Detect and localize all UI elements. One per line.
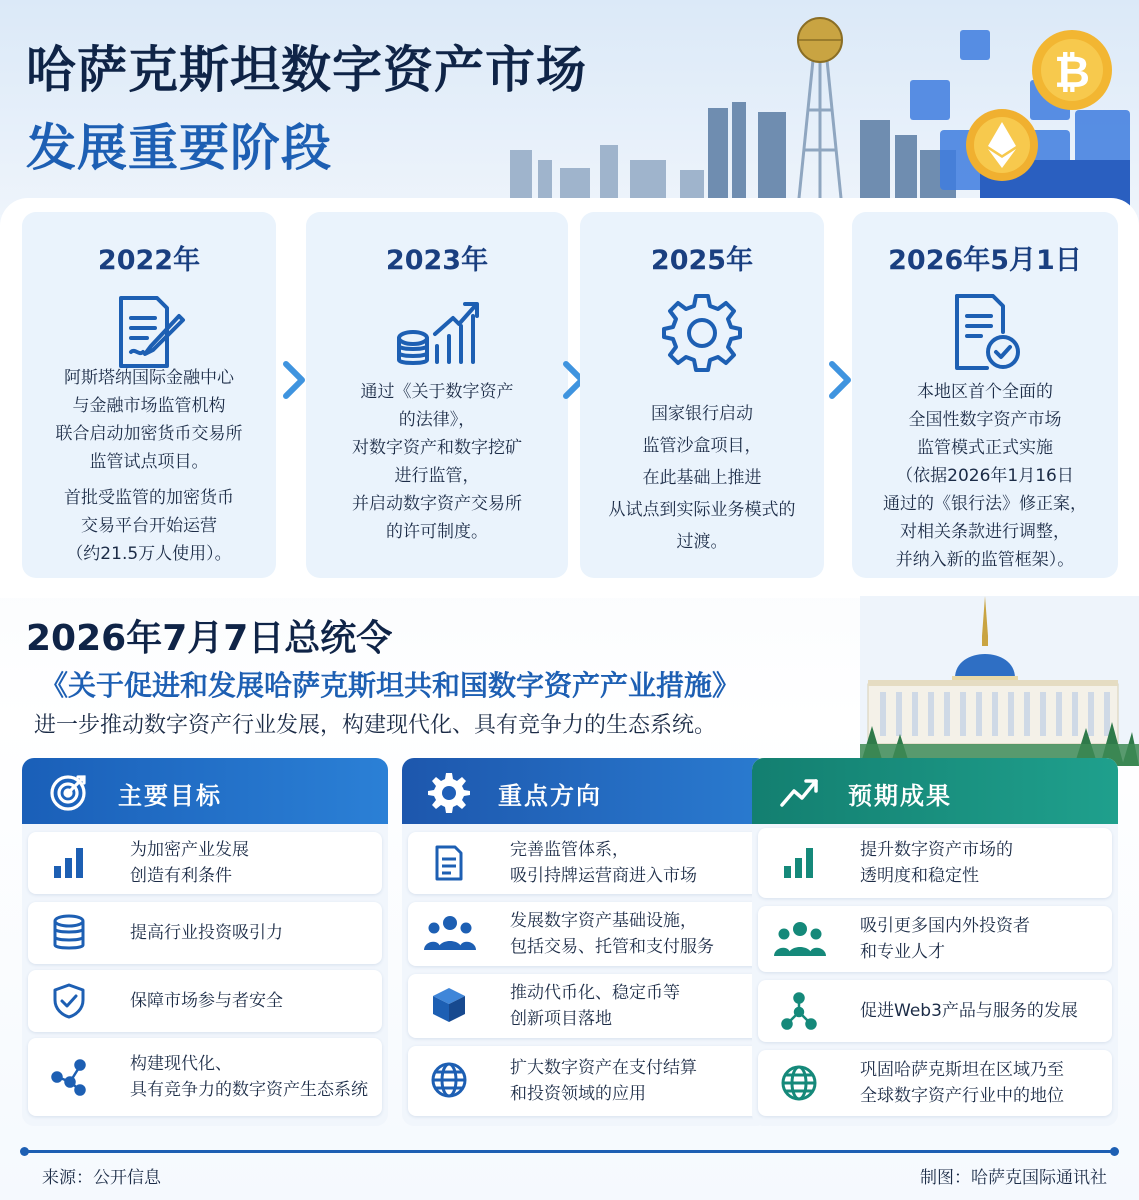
stage-text-line: 对相关条款进行调整， (900, 522, 1070, 542)
item-text-line: 吸引持牌运营商进入市场 (510, 866, 697, 886)
stage-text-line: 交易平台开始运营 (81, 516, 217, 536)
goal-item (28, 902, 382, 964)
stage-text-line: 的法律》， (398, 410, 476, 430)
stage-text-line: 阿斯塔纳国际金融中心 (64, 368, 234, 388)
item-text-line: 包括交易、托管和支付服务 (510, 937, 714, 957)
item-text-line: 推动代币化、稳定币等 (510, 983, 680, 1003)
timeline-stage-2023 (306, 212, 568, 578)
focus-item (408, 1046, 762, 1116)
outcome-item (758, 1050, 1112, 1116)
item-text-line: 透明度和稳定性 (860, 866, 979, 886)
timeline-stage-2022 (22, 212, 276, 578)
trend-up-icon (778, 771, 820, 813)
network-icon (50, 1058, 88, 1096)
focus-panel (402, 758, 768, 1126)
stage-year: 2025年 (650, 245, 754, 276)
stage-text-line: 国家银行启动 (651, 404, 753, 424)
outcome-item-text (860, 1057, 1104, 1109)
goal-item (28, 1038, 382, 1116)
shield-check-icon (50, 982, 88, 1020)
timeline-stage-2026-may (852, 212, 1118, 578)
document-check-icon (943, 290, 1027, 374)
item-text-line: 为加密产业发展 (130, 840, 249, 860)
network-icon (780, 992, 818, 1030)
item-text-line: 和投资领域的应用 (510, 1084, 646, 1104)
chevron-right-icon (280, 358, 308, 402)
panel-title: 重点方向 (498, 782, 602, 810)
focus-item (408, 902, 762, 966)
stage-text-line: 全国性数字资产市场 (908, 410, 1062, 430)
document-icon (430, 844, 468, 882)
gear-icon (660, 290, 744, 374)
globe-icon (430, 1061, 468, 1099)
goal-item (28, 832, 382, 894)
item-text-line: 巩固哈萨克斯坦在区域乃至 (860, 1060, 1064, 1080)
stage-text-line: 首批受监管的加密货币 (64, 488, 234, 508)
credit-text: 制图：哈萨克国际通讯社 (920, 1168, 1107, 1188)
outcome-item-text (860, 998, 1104, 1024)
page-title: 哈萨克斯坦数字资产市场 (26, 41, 587, 99)
item-text-line: 全球数字资产行业中的地位 (860, 1086, 1064, 1106)
item-text-line: 具有竞争力的数字资产生态系统 (130, 1080, 368, 1100)
stage-text-line: 联合启动加密货币交易所 (55, 424, 243, 444)
bar-chart-icon (50, 844, 88, 882)
people-icon (774, 920, 826, 958)
crypto-coins-illustration (880, 10, 1139, 215)
document-pen-icon (107, 290, 191, 374)
goals-panel-header (22, 758, 388, 824)
goals-panel (22, 758, 388, 1126)
item-text-line: 扩大数字资产在支付结算 (510, 1058, 697, 1078)
svg-text:₿: ₿ (1054, 47, 1090, 98)
goal-item-text (130, 1051, 374, 1103)
outcomes-panel (752, 758, 1118, 1126)
decree-law-name: 《关于促进和发展哈萨克斯坦共和国数字资产产业措施》 (40, 669, 741, 702)
panel-title: 预期成果 (848, 782, 952, 810)
item-text-line: 提升数字资产市场的 (860, 840, 1013, 860)
source-text: 来源：公开信息 (42, 1168, 161, 1188)
outcome-item (758, 906, 1112, 972)
focus-item-text (510, 908, 754, 960)
cube-icon (430, 986, 468, 1024)
goal-item-text (130, 837, 374, 889)
coins-growth-chart-icon (395, 290, 479, 374)
decree-title: 2026年7月7日总统令 (26, 618, 393, 659)
stage-text-line: 并启动数字资产交易所 (352, 494, 522, 514)
target-icon (48, 771, 90, 813)
stage-text-line: 的许可制度。 (386, 522, 488, 542)
item-text-line: 促进Web3产品与服务的发展 (860, 1001, 1078, 1021)
stage-text-line: （约21.5万人使用）。 (66, 544, 232, 564)
akorda-palace-illustration (860, 596, 1139, 766)
item-text-line: 保障市场参与者安全 (130, 991, 283, 1011)
item-text-line: 发展数字资产基础设施， (510, 911, 697, 931)
stage-description (32, 364, 266, 568)
panel-title: 主要目标 (118, 782, 222, 810)
stage-text-line: 对数字资产和数字挖矿 (352, 438, 522, 458)
goal-item-text (130, 988, 374, 1014)
outcomes-panel-header (752, 758, 1118, 824)
stage-description (862, 378, 1108, 574)
stage-text-line: 在此基础上推进 (642, 468, 762, 488)
stage-text-line: 通过的《银行法》修正案， (883, 494, 1087, 514)
gear-icon (428, 771, 470, 813)
decree-subtitle: 进一步推动数字资产行业发展，构建现代化、具有竞争力的生态系统。 (34, 713, 717, 738)
stage-year: 2026年5月1日 (888, 245, 1082, 276)
globe-icon (780, 1064, 818, 1102)
outcome-item (758, 980, 1112, 1042)
timeline-section (0, 198, 1139, 598)
stage-text-line: 过渡。 (676, 532, 728, 552)
stage-text-line: 从试点到实际业务模式的 (608, 500, 796, 520)
outcome-item-text (860, 837, 1104, 889)
item-text-line: 和专业人才 (860, 942, 945, 962)
focus-panel-header (402, 758, 768, 824)
stage-text-line: 进行监管， (394, 466, 480, 486)
focus-item-text (510, 1055, 754, 1107)
stage-text-line: 监管沙盒项目， (642, 436, 762, 456)
stage-text-line: 监管模式正式实施 (917, 438, 1053, 458)
stage-description (590, 398, 814, 558)
chevron-right-icon (826, 358, 854, 402)
item-text-line: 提高行业投资吸引力 (130, 923, 283, 943)
stage-description (316, 378, 558, 546)
stage-text-line: （依据2026年1月16日 (896, 466, 1074, 486)
item-text-line: 创新项目落地 (510, 1009, 612, 1029)
people-icon (424, 914, 476, 952)
item-text-line: 创造有利条件 (130, 866, 232, 886)
header-banner (0, 0, 1139, 215)
stage-text-line: 通过《关于数字资产 (360, 382, 514, 402)
item-text-line: 构建现代化、 (130, 1054, 232, 1074)
item-text-line: 吸引更多国内外投资者 (860, 916, 1030, 936)
stage-text-line: 并纳入新的监管框架）。 (895, 550, 1075, 570)
stage-text-line: 本地区首个全面的 (917, 382, 1053, 402)
focus-item (408, 974, 762, 1038)
timeline-stage-2025 (580, 212, 824, 578)
page-subtitle: 发展重要阶段 (26, 119, 332, 177)
bar-chart-icon (780, 844, 818, 882)
focus-item-text (510, 980, 754, 1032)
stage-year: 2023年 (385, 245, 489, 276)
goal-item-text (130, 920, 374, 946)
stage-year: 2022年 (97, 245, 201, 276)
footer-divider (22, 1150, 1117, 1153)
database-icon (50, 914, 88, 952)
outcome-item (758, 828, 1112, 898)
focus-item (408, 832, 762, 894)
focus-item-text (510, 837, 754, 889)
goal-item (28, 970, 382, 1032)
outcome-item-text (860, 913, 1104, 965)
item-text-line: 完善监管体系， (510, 840, 629, 860)
stage-text-line: 监管试点项目。 (89, 452, 209, 472)
stage-text-line: 与金融市场监管机构 (72, 396, 226, 416)
